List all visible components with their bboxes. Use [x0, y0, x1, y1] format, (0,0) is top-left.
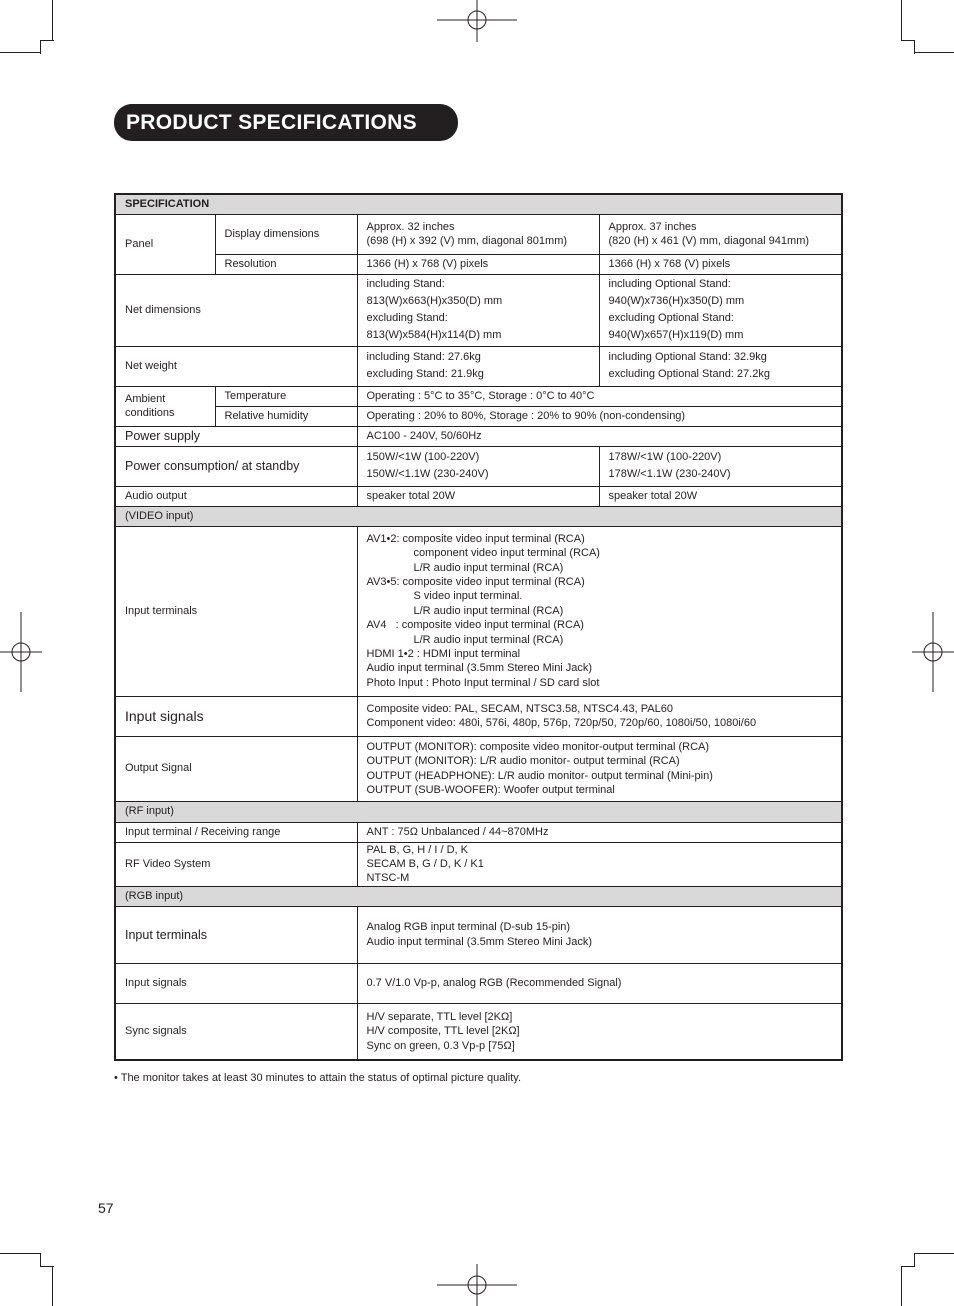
cell-line: PAL B, G, H / I / D, K [366, 843, 468, 856]
cell-temperature: Operating : 5°C to 35°C, Storage : 0°C to 40°C [357, 386, 842, 406]
bullet-icon: • [114, 1072, 118, 1084]
cell-line: AV3•5: composite video input terminal (RCA) [366, 575, 585, 588]
row-label-power-consumption: Power consumption/ at standby [115, 446, 357, 486]
table-row [115, 406, 842, 426]
cell-32-net-weight [357, 346, 599, 386]
cell-line: (820 (H) x 461 (V) mm, diagonal 941mm) [608, 235, 810, 247]
table-row [115, 346, 842, 386]
table-row [115, 842, 842, 886]
cell-line: OUTPUT (HEADPHONE): L/R audio monitor- output terminal (Mini-pin) [366, 769, 713, 782]
cell-line: 178W/<1W (100-220V) [608, 451, 722, 463]
section-video-input: (VIDEO input) [115, 506, 842, 526]
registration-mark-bottom [437, 1264, 517, 1306]
table-row [115, 254, 842, 274]
section-rgb-input: (RGB input) [115, 886, 842, 906]
row-label-sync-signals: Sync signals [115, 1003, 357, 1060]
cell-humidity: Operating : 20% to 80%, Storage : 20% to 90% (non-condensing) [357, 406, 842, 426]
cell-power-supply: AC100 - 240V, 50/60Hz [357, 426, 842, 446]
cell-line: 813(W)x663(H)x350(D) mm [366, 294, 503, 307]
row-label-video-input-signals: Input signals [115, 696, 357, 736]
row-sublabel-temperature: Temperature [215, 386, 357, 406]
cell-line: NTSC-M [366, 872, 410, 885]
cell-output-signal [357, 736, 842, 801]
cell-line: 940(W)x736(H)x350(D) mm [608, 294, 745, 307]
table-row [115, 486, 842, 506]
cell-line: Composite video: PAL, SECAM, NTSC3.58, NTSC4.43, PAL60 [366, 702, 674, 715]
cell-line: (698 (H) x 392 (V) mm, diagonal 801mm) [366, 235, 568, 247]
cell-line: including Stand: 27.6kg [366, 351, 481, 363]
cell-line: including Optional Stand: [608, 277, 731, 290]
cell-37-resolution: 1366 (H) x 768 (V) pixels [599, 254, 842, 274]
cell-37-net-weight [599, 346, 842, 386]
cell-line: AV4 : composite video input terminal (RCA) [366, 619, 584, 632]
cell-line: 150W/<1W (100-220V) [366, 451, 480, 463]
table-row [115, 906, 842, 963]
specification-table [114, 193, 843, 1061]
cell-video-input-signals [357, 696, 842, 736]
cell-37-display [599, 214, 842, 254]
cell-37-net-dimensions [599, 274, 842, 346]
table-row [115, 696, 842, 736]
section-rf-input: (RF input) [115, 801, 842, 822]
cell-line: Sync on green, 0.3 Vp-p [75Ω] [366, 1039, 515, 1052]
cell-line: OUTPUT (MONITOR): composite video monitor-output terminal (RCA) [366, 740, 710, 753]
cell-32-display [357, 214, 599, 254]
cell-line: AV1•2: composite video input terminal (RCA) [366, 532, 585, 545]
cell-rgb-input-signals: 0.7 V/1.0 Vp-p, analog RGB (Recommended Signal) [357, 963, 842, 1003]
table-row [115, 214, 842, 254]
table-row [115, 736, 842, 801]
cell-line: Audio input terminal (3.5mm Stereo Mini Jack) [366, 935, 593, 948]
page-number: 57 [98, 1200, 114, 1216]
cell-line: H/V separate, TTL level [2KΩ] [366, 1010, 513, 1023]
cell-line: Analog RGB input terminal (D-sub 15-pin) [366, 921, 571, 934]
table-row [115, 274, 842, 346]
cell-line: SECAM B, G / D, K / K1 [366, 857, 484, 870]
cell-line: component video input terminal (RCA) [413, 547, 600, 560]
cell-37-power-consumption [599, 446, 842, 486]
cell-line: Approx. 37 inches [608, 220, 697, 233]
cell-line: 150W/<1.1W (230-240V) [366, 468, 489, 480]
row-sublabel-display-dimensions: Display dimensions [215, 214, 357, 254]
cell-32-net-dimensions [357, 274, 599, 346]
row-label-net-dimensions: Net dimensions [115, 274, 357, 346]
table-row [115, 1003, 842, 1060]
footnote-text: The monitor takes at least 30 minutes to attain the status of optimal picture quality. [120, 1072, 521, 1084]
registration-mark-left [0, 612, 42, 692]
cell-line: Audio input terminal (3.5mm Stereo Mini Jack) [366, 662, 593, 675]
cell-line: including Optional Stand: 32.9kg [608, 351, 767, 363]
section-row-rgb [115, 886, 842, 906]
cell-line: excluding Stand: [366, 312, 448, 324]
table-row [115, 822, 842, 842]
cell-video-input-terminals [357, 526, 842, 696]
row-label-rf-video-system: RF Video System [115, 842, 357, 886]
cell-line: excluding Optional Stand: [608, 312, 734, 324]
section-row-rf [115, 801, 842, 822]
cell-rf-video-system [357, 842, 842, 886]
table-header-row [115, 194, 842, 214]
cell-sync-signals [357, 1003, 842, 1060]
table-row [115, 386, 842, 406]
cell-rgb-input-terminals [357, 906, 842, 963]
row-label-rgb-input-signals: Input signals [115, 963, 357, 1003]
cell-line: OUTPUT (MONITOR): L/R audio monitor- output terminal (RCA) [366, 755, 680, 768]
row-label-ambient: Ambient conditions [115, 386, 215, 426]
row-label-audio-output: Audio output [115, 486, 357, 506]
row-label-output-signal: Output Signal [115, 736, 357, 801]
registration-mark-right [912, 612, 954, 692]
row-label-video-input-terminals: Input terminals [115, 526, 357, 696]
cell-rf-input-terminal: ANT : 75Ω Unbalanced / 44~870MHz [357, 822, 842, 842]
row-sublabel-humidity: Relative humidity [215, 406, 357, 426]
table-row [115, 526, 842, 696]
row-label-panel: Panel [115, 214, 215, 274]
cell-line: H/V composite, TTL level [2KΩ] [366, 1025, 520, 1038]
cell-line: 178W/<1.1W (230-240V) [608, 468, 731, 480]
cell-line: 940(W)x657(H)x119(D) mm [608, 329, 744, 342]
table-row [115, 426, 842, 446]
cell-32-power-consumption [357, 446, 599, 486]
row-sublabel-resolution: Resolution [215, 254, 357, 274]
section-row-video [115, 506, 842, 526]
row-label-rf-input-terminal: Input terminal / Receiving range [115, 822, 357, 842]
row-label-power-supply: Power supply [115, 426, 357, 446]
cell-line: Approx. 32 inches [366, 220, 455, 233]
cell-line: excluding Stand: 21.9kg [366, 368, 484, 380]
footnote [114, 1072, 521, 1084]
cell-line: excluding Optional Stand: 27.2kg [608, 368, 770, 380]
cell-line: S video input terminal. [413, 590, 523, 603]
cell-32-resolution: 1366 (H) x 768 (V) pixels [357, 254, 599, 274]
page-title: PRODUCT SPECIFICATIONS [114, 104, 458, 141]
cell-37-audio-output: speaker total 20W [599, 486, 842, 506]
registration-mark-top [437, 0, 517, 42]
cell-line: 813(W)x584(H)x114(D) mm [366, 329, 502, 342]
cell-line: L/R audio input terminal (RCA) [413, 633, 564, 646]
cell-line: L/R audio input terminal (RCA) [413, 561, 564, 574]
row-label-net-weight: Net weight [115, 346, 357, 386]
cell-32-audio-output: speaker total 20W [357, 486, 599, 506]
cell-line: Photo Input : Photo Input terminal / SD card slot [366, 676, 600, 689]
table-header: SPECIFICATION [115, 194, 842, 214]
cell-line: OUTPUT (SUB-WOOFER): Woofer output terminal [366, 783, 615, 796]
table-row [115, 963, 842, 1003]
table-row [115, 446, 842, 486]
cell-line: HDMI 1•2 : HDMI input terminal [366, 648, 521, 661]
cell-line: including Stand: [366, 277, 445, 290]
cell-line: L/R audio input terminal (RCA) [413, 604, 564, 617]
row-label-rgb-input-terminals: Input terminals [115, 906, 357, 963]
cell-line: Component video: 480i, 576i, 480p, 576p, 720p/50, 720p/60, 1080i/50, 1080i/60 [366, 717, 757, 729]
